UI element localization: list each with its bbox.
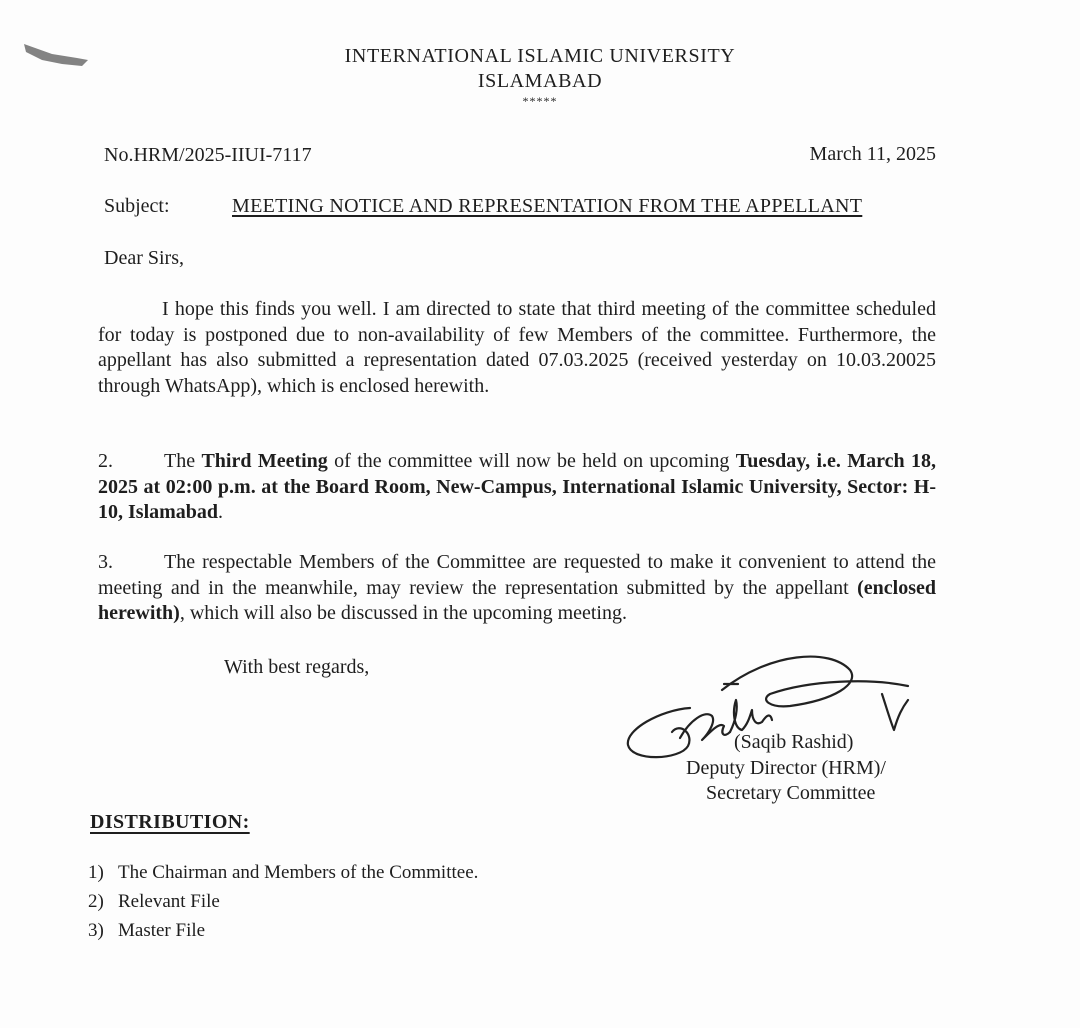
subject-text: MEETING NOTICE AND REPRESENTATION FROM THE APPELLANT: [232, 195, 863, 217]
paragraph-2-bold: Third Meeting: [201, 450, 328, 472]
distribution-list: [88, 858, 478, 945]
signatory-title: Deputy Director (HRM)/: [686, 757, 886, 779]
paragraph-1: [98, 297, 936, 399]
subject-label: Subject:: [104, 195, 170, 217]
paragraph-2-number: 2.: [98, 450, 113, 472]
paragraph-2-text: .: [218, 501, 224, 523]
paragraph-3: [98, 550, 936, 627]
university-name: INTERNATIONAL ISLAMIC UNIVERSITY: [344, 45, 736, 67]
paragraph-3-text: , which will also be discussed in the upcoming meeting.: [179, 602, 627, 624]
list-item-number: 1): [88, 862, 104, 883]
paragraph-3-bold: (enclosed herewith): [98, 576, 936, 624]
paragraph-2-bold: Tuesday, i.e. March 18, 2025 at 02:00 p.m. at the Board Room, New-Campus, International Islamic University, Sector: H-10, Islamabad: [98, 450, 936, 523]
distribution-heading: DISTRIBUTION:: [90, 811, 250, 833]
list-item: [88, 887, 478, 916]
closing: With best regards,: [224, 656, 370, 678]
letter-date: March 11, 2025: [809, 143, 936, 165]
paragraph-2-text: The: [164, 450, 202, 472]
paragraph-3-text: The respectable Members of the Committee are requested to make it convenient to attend the meeting and in the meanwhile, may review the representation submitted by the appellant: [98, 551, 936, 599]
list-item-text: Relevant File: [118, 891, 220, 912]
paragraph-2: [98, 449, 936, 526]
letterhead: [0, 44, 1080, 108]
city-name: ISLAMABAD: [477, 70, 603, 92]
list-item-number: 3): [88, 920, 104, 941]
paragraph-1-text: I hope this finds you well. I am directed to state that third meeting of the committee scheduled for today is postponed due to non-availability of few Members of the committee. Furthermore, the appellant has also submitted a representation dated 07.03.2025 (received yesterday on 10.03.20025 through WhatsApp), which is enclosed herewith.: [98, 298, 936, 397]
salutation: Dear Sirs,: [104, 247, 184, 269]
list-item-text: The Chairman and Members of the Committee.: [118, 862, 479, 883]
paragraph-2-text: of the committee will now be held on upcoming: [327, 450, 736, 472]
list-item: [88, 916, 478, 945]
paragraph-3-number: 3.: [98, 551, 113, 573]
list-item: [88, 858, 478, 887]
list-item-text: Master File: [118, 920, 206, 941]
letterhead-stars: *****: [522, 94, 558, 108]
signatory-role: Secretary Committee: [706, 782, 876, 804]
list-item-number: 2): [88, 891, 104, 912]
reference-number: No.HRM/2025-IIUI-7117: [104, 144, 312, 166]
signatory-name: (Saqib Rashid): [734, 731, 854, 753]
